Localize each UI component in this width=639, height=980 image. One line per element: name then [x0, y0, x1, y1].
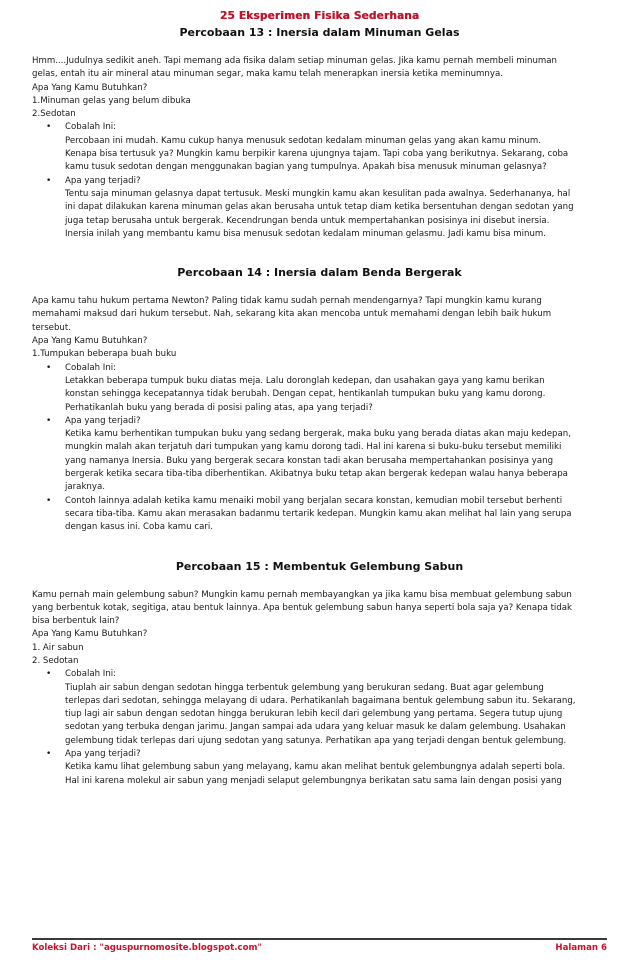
section-14-bullets	[32, 362, 607, 535]
bullet-line: Percobaan ini mudah. Kamu cukup hanya menusuk sedotan kedalam minuman gelas yang akan kamu minum.	[65, 135, 542, 146]
bullet-line: secara tiba-tiba. Kamu akan merasakan badanmu tertarik kedepan. Mungkin kamu akan melihat hal lain yang serupa	[65, 508, 572, 519]
section-15-title: Percobaan 15 : Membentuk Gelembung Sabun	[175, 559, 464, 573]
bullet-line: Ketika kamu berhentikan tumpukan buku yang sedang bergerak, maka buku yang berada diatas akan maju kedepan,	[65, 429, 571, 440]
bullet-line: Kenapa bisa tertusuk ya? Mungkin kamu berpikir karena ujungnya tajam. Tapi coba yang berikutnya. Sekarang, coba	[65, 149, 569, 160]
paragraph-line: gelas, entah itu air mineral atau minuman segar, maka kamu telah menerapkan inersia ketika meminumnya.	[32, 69, 503, 80]
bullet-line: Tentu saja minuman gelasnya dapat tertusuk. Meski mungkin kamu akan kesulitan pada awalnya. Sederhananya, hal	[65, 188, 571, 199]
footer-source: Koleksi Dari : "aguspurnomosite.blogspot.com"	[32, 943, 262, 953]
bullet-item	[32, 495, 607, 535]
needs-item: 2. Sedotan	[32, 655, 79, 666]
bullet-line: gelembung tidak terlepas dari ujung sedotan yang satunya. Perhatikan apa yang terjadi dengan bentuk gelembung.	[65, 735, 567, 746]
needs-label: Apa Yang Kamu Butuhkan?	[32, 629, 148, 640]
section-13-title: Percobaan 13 : Inersia dalam Minuman Gelas	[179, 26, 460, 39]
section-13	[32, 26, 607, 241]
bullet-line: • Cobalah Ini:	[65, 122, 117, 133]
paragraph-line: memahami maksud dari hukum tersebut. Nah, sekarang kita akan mencoba untuk memahami dengan lebih baik hukum	[32, 309, 552, 320]
bullet-item	[32, 748, 607, 788]
bullet-line: • Apa yang terjadi?	[65, 175, 141, 186]
bullet-item	[32, 362, 607, 415]
bullet-line: bergerak ketika secara tiba-tiba diberhentikan. Akibatnya buku tetap akan bergerak kedepan walau hanya beberapa	[65, 469, 568, 480]
needs-item: 2.Sedotan	[32, 109, 76, 120]
section-14	[32, 241, 607, 534]
section-15	[32, 535, 607, 788]
paragraph-line: yang berbentuk kotak, segitiga, atau bentuk lainnya. Apa bentuk gelembung sabun hanya seperti bola saja ya? Kenapa tidak	[32, 602, 573, 613]
bullet-line: sedotan yang terbuka dengan jarimu. Jangan sampai ada udara yang keluar masuk ke dalam gelembung. Usahakan	[65, 722, 566, 733]
bullet-line: mungkin malah akan terjatuh dari tumpukan yang kamu dorong tadi. Hal ini karena si buku-buku tersebut memiliki	[65, 442, 562, 453]
section-14-title: Percobaan 14 : Inersia dalam Benda Bergerak	[177, 266, 462, 280]
needs-item: 1.Tumpukan beberapa buah buku	[32, 349, 177, 360]
bullet-line: Letakkan beberapa tumpuk buku diatas meja. Lalu doronglah kedepan, dan usahakan gaya yang kamu berikan	[65, 375, 545, 386]
bullet-line: • Apa yang terjadi?	[65, 749, 141, 760]
needs-item: 1. Air sabun	[32, 642, 84, 653]
bullet-line: konstan sehingga kecepatannya tidak berubah. Dengan cepat, hentikanlah tumpukan buku yang kamu dorong.	[65, 389, 546, 400]
bullet-line: terlepas dari sedotan, sehingga melayang di udara. Perhatikanlah bagaimana bentuk gelembung sabun itu. Sekarang,	[65, 695, 576, 706]
bullet-line: dengan kasus ini. Coba kamu cari.	[65, 522, 213, 533]
bullet-line: • Apa yang terjadi?	[65, 415, 141, 426]
paragraph-line: tersebut.	[32, 322, 71, 333]
bullet-line: • Cobalah Ini:	[65, 362, 117, 373]
bullet-line: tiup lagi air sabun dengan sedotan hingga berukuran lebih kecil dari gelembung yang pertama. Segera tutup ujung	[65, 709, 563, 720]
paragraph-line: bisa berbentuk lain?	[32, 616, 120, 627]
paragraph-line: Apa kamu tahu hukum pertama Newton? Paling tidak kamu sudah pernah mendengarnya? Tapi mungkin kamu kurang	[32, 296, 542, 307]
paragraph-line: Hmm....Judulnya sedikit aneh. Tapi memang ada fisika dalam setiap minuman gelas. Jika kamu pernah membeli minuman	[32, 56, 558, 66]
document-title: 25 Eksperimen Fisika Sederhana	[219, 10, 420, 22]
section-13-bullets	[32, 121, 607, 241]
section-14-intro	[32, 295, 607, 335]
bullet-item	[32, 175, 607, 241]
needs-label: Apa Yang Kamu Butuhkan?	[32, 336, 148, 347]
bullet-line: Inersia inilah yang membantu kamu bisa menusuk sedotan kedalam minuman gelasmu. Jadi kamu bisa minum.	[65, 228, 547, 239]
bullet-item	[32, 121, 607, 174]
needs-item: 1.Minuman gelas yang belum dibuka	[32, 95, 191, 106]
bullet-line: Perhatikanlah buku yang berada di posisi paling atas, apa yang terjadi?	[65, 402, 373, 413]
bullet-line: Ketika kamu lihat gelembung sabun yang melayang, kamu akan melihat bentuk gelembungnya adalah seperti bola.	[65, 762, 566, 773]
bullet-line: • Cobalah Ini:	[65, 669, 117, 680]
page-footer	[32, 938, 607, 953]
section-15-bullets	[32, 668, 607, 788]
bullet-item	[32, 668, 607, 748]
bullet-item	[32, 415, 607, 495]
footer-page-number: Halaman 6	[555, 943, 607, 953]
paragraph-line: Kamu pernah main gelembung sabun? Mungkin kamu pernah membayangkan ya jika kamu bisa membuat gelembung sabun	[32, 589, 572, 600]
section-15-intro	[32, 589, 607, 629]
bullet-line: Tiuplah air sabun dengan sedotan hingga terbentuk gelembung yang berukuran sedang. Buat agar gelembung	[65, 682, 544, 693]
bullet-line: jaraknya.	[65, 482, 105, 493]
bullet-line: ini dapat dilakukan karena minuman gelas akan berusaha untuk tetap diam ketika bersentuhan dengan sedotan yang	[65, 202, 574, 213]
bullet-line: yang namanya Inersia. Buku yang bergerak secara konstan tadi akan berusaha mempertahankan posisinya yang	[65, 455, 554, 466]
needs-label: Apa Yang Kamu Butuhkan?	[32, 82, 148, 93]
section-13-intro	[32, 55, 607, 82]
bullet-line: • Contoh lainnya adalah ketika kamu menaiki mobil yang berjalan secara konstan, kemudian mobil tersebut berhenti	[65, 495, 563, 506]
bullet-line: Hal ini karena molekul air sabun yang menjadi selaput gelembungnya berikatan satu sama lain dengan posisi yang	[65, 775, 562, 786]
bullet-line: juga tetap berusaha untuk bergerak. Kecendrungan benda untuk mempertahankan posisinya ini disebut inersia.	[65, 215, 550, 226]
bullet-line: kamu tusuk sedotan dengan menggunakan bagian yang tumpulnya. Apakah bisa menusuk minuman gelasnya?	[65, 162, 547, 173]
